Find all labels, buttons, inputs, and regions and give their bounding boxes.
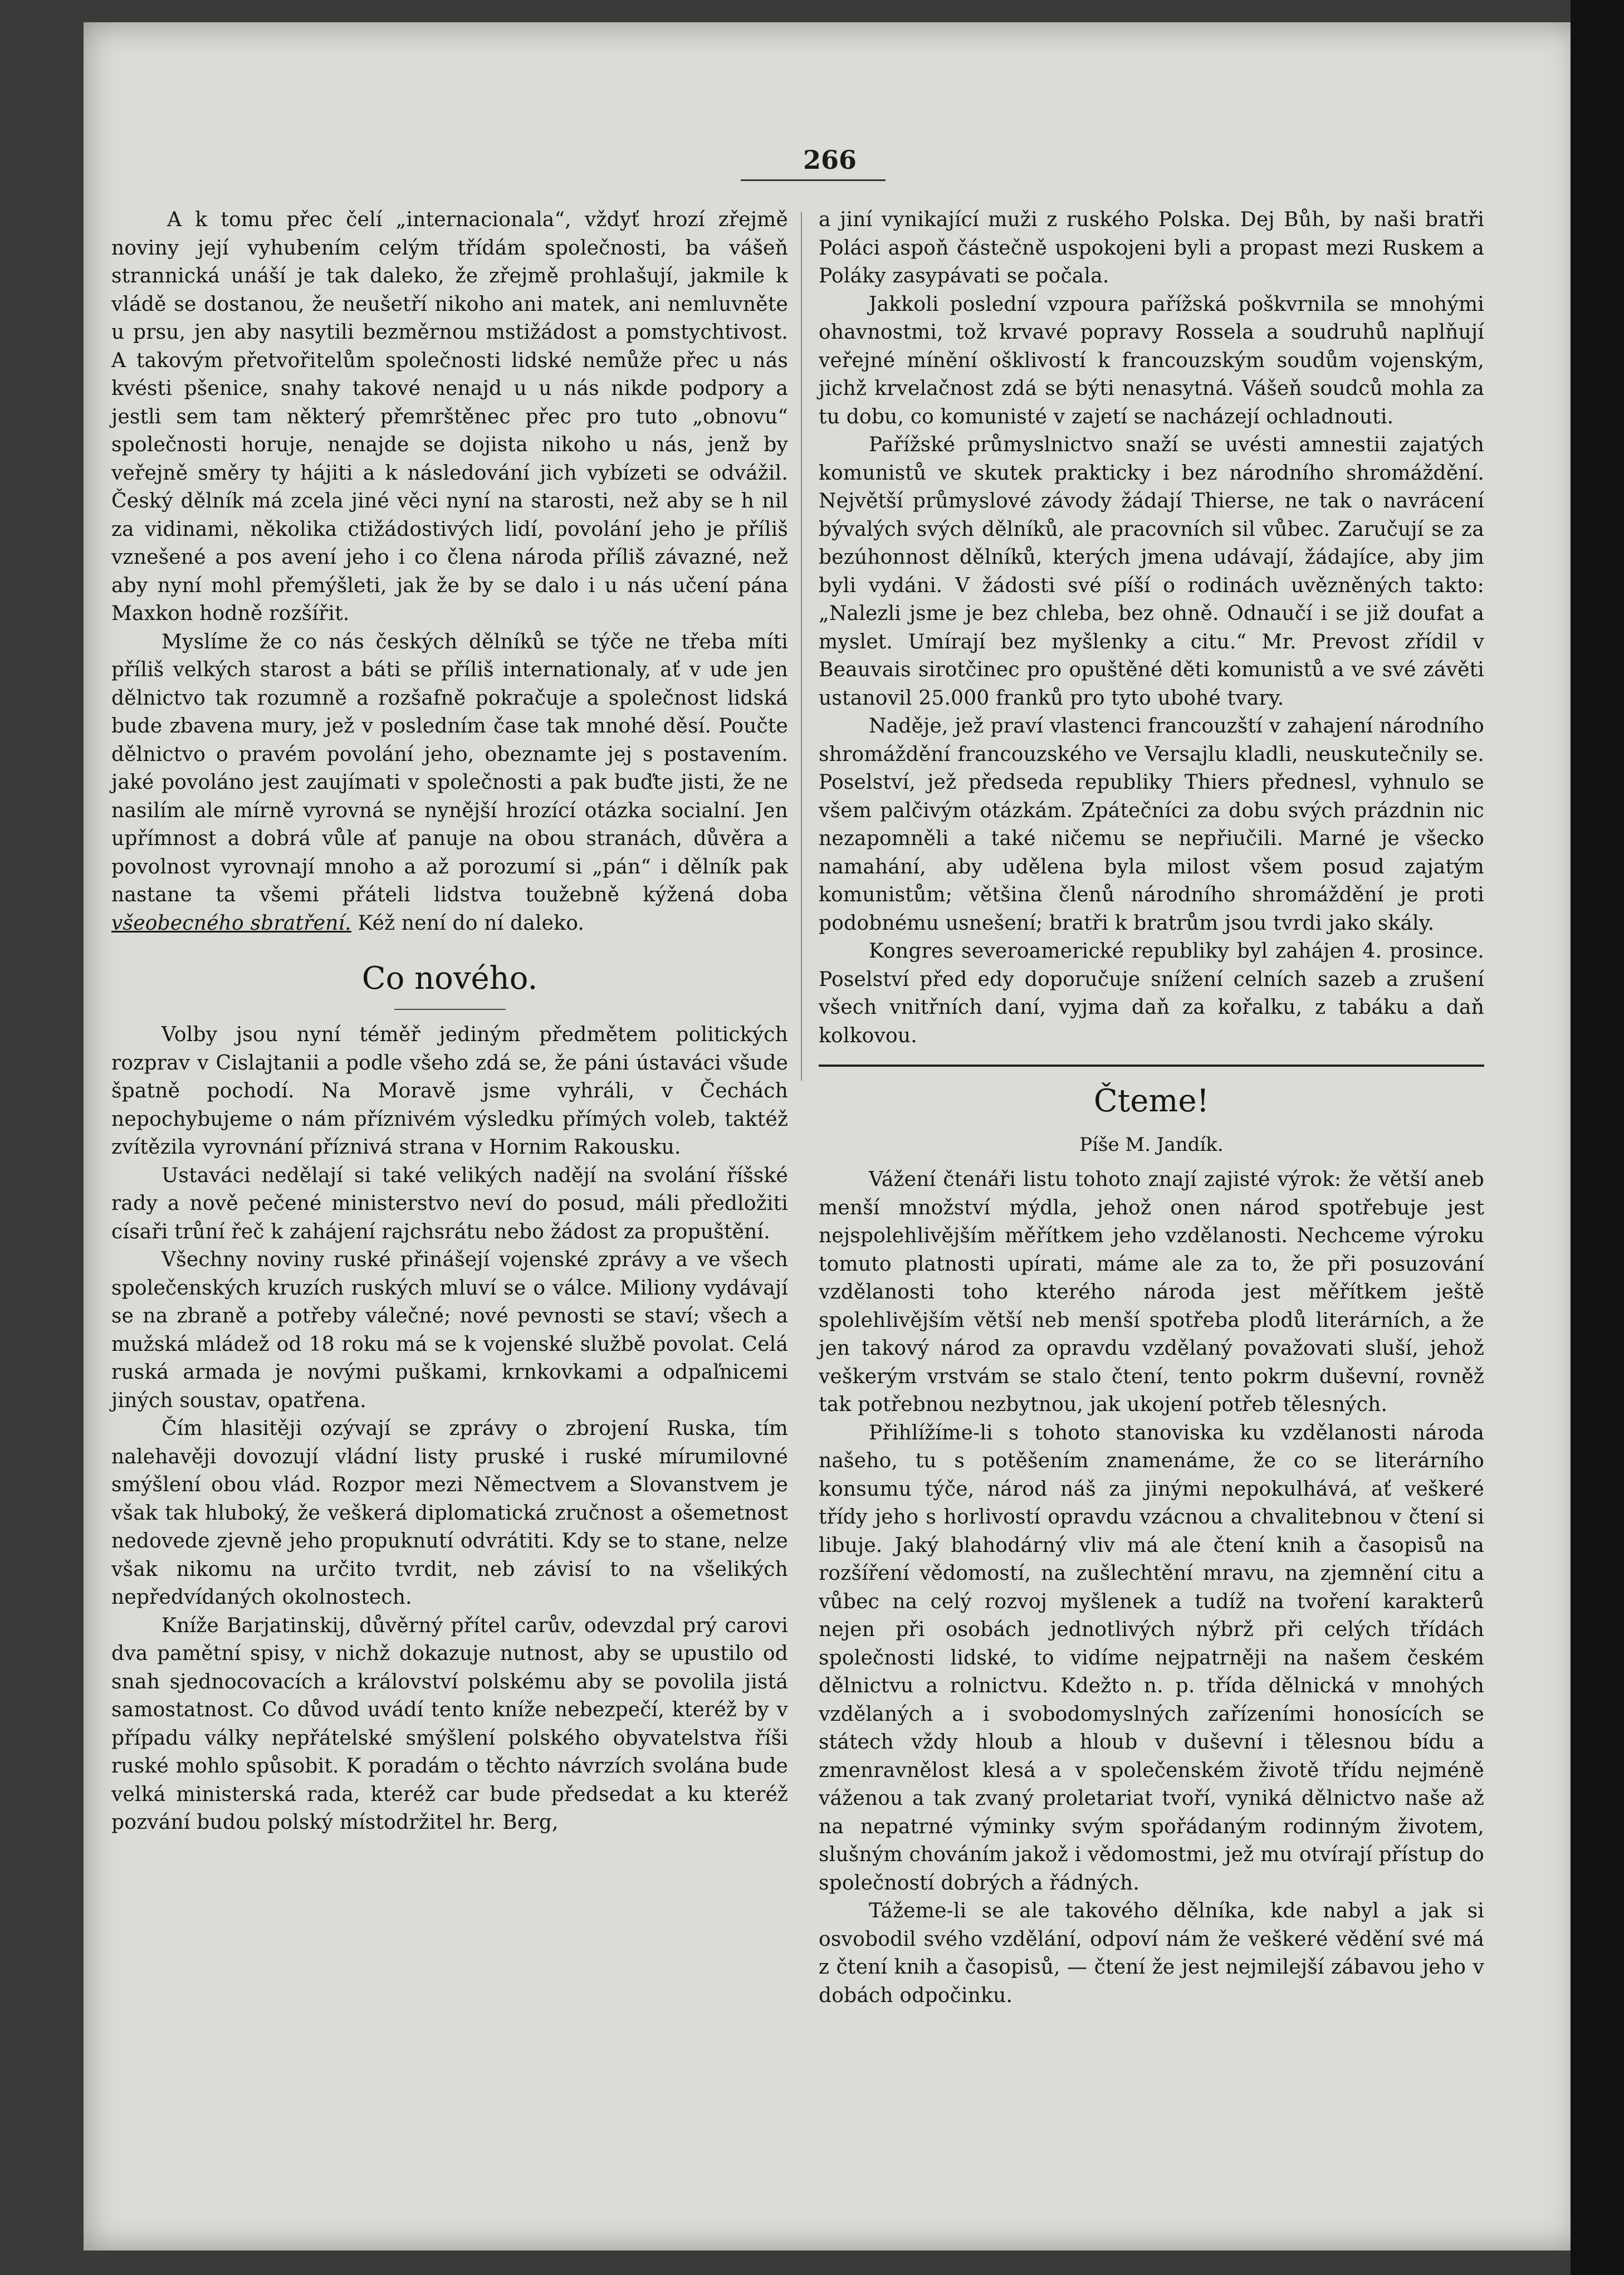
news-paragraph: Jakkoli poslední vzpoura pařížská poškvrnila se mnohými ohavnostmi, tož krvavé popravy Rossela a soudruhů naplňují veřejné mínění ošklivostí k francouzským soudům vojenským, jichž krvelačnost zdá se býti nenasytná. Vášeň soudců mohla za tu dobu, co komunisté v zajetí se nacházejí ochladnouti.	[819, 292, 1484, 428]
page-number: 266	[803, 145, 857, 175]
article-paragraph: Vážení čtenáři listu tohoto znají zajisté výrok: že větší aneb menší množství mýdla, jehož onen národ spotřebuje jest nejspolehlivějším měřítkem jeho vzdělanosti. Nechceme výroku tomuto platnosti upírati, máme ale za to, že při posuzování vzdělanosti toho kterého národa jest měřítkem ještě spolehlivějším větší neb menší spotřeba plodů literárních, a že jen takový národ za opravdu vzdělaný považovati sluší, jehož veškerým vrstvám se stalo čtení, tento pokrm duševní, rovněž tak potřebnou nezbytnou, jak ukojení potřeb tělesných.	[819, 1168, 1484, 1416]
scan-edge-shadow	[1571, 0, 1624, 2275]
column-divider	[801, 212, 802, 1081]
news-paragraph: Naděje, jež praví vlastenci francouzští v zahajení národního shromáždění francouzského ve Versajlu kladli, neuskutečnily se. Poselství, jež předseda republiky Thiers přednesl, vyhnulo se všem palčivým otázkám. Zpátečníci za dobu svých prázdnin nic nezapomněli a také ničemu se nepřiučili. Marné je všecko namahání, aby udělena byla milost všem posud zajatým komunistům; většina členů národního shromáždění je proti podobnému usnešení; bratři k bratrům jsou tvrdi jako skály.	[819, 715, 1484, 935]
left-column	[111, 206, 788, 1837]
article-paragraph-text: Myslíme že co nás českých dělníků se týče ne třeba míti příliš velkých starost a báti se příliš internationaly, ať v ude jen dělnictvo tak rozumně a rozšafně pokračuje a společnost lidská bude zbavena mury, jež v posledním čase tak mnohé děsí. Poučte dělnictvo o pravém povolání jeho, obeznamte jej s postavením. jaké povoláno jest zaujímati v společnosti a pak buďte jisti, že ne nasilím ale mírně vyrovná se nynější hrozící otázka socialní. Jen upřímnost a dobrá vůle ať panuje na obou stranách, důvěra a povolnost vyrovnají mnoho a až porozumí si „pán“ i dělník pak nastane ta všemi přáteli lidstva toužebně kýžená doba	[111, 630, 788, 906]
news-paragraph: Všechny noviny ruské přinášejí vojenské zprávy a ve všech společenských kruzích ruských mluví se o válce. Miliony vydávají se na zbraně a potřeby válečné; nové pevnosti se staví; všech a mužská mládež od 18 roku má se k vojenské službě povolat. Celá ruská armada je novými puškami, krnkovkami a odpaľnicemi jiných soustav, opatřena.	[111, 1248, 788, 1412]
section-title-co-noveho: Co nového.	[361, 960, 538, 997]
section-rule	[394, 1009, 506, 1010]
article-closing-sentence: Kéž není do ní daleko.	[358, 911, 585, 935]
news-paragraph: Čím hlasitěji ozývají se zprávy o zbrojení Ruska, tím nalehavěji dovozují vládní listy pruské i ruské mírumilovné smýšlení obou vlád. Rozpor mezi Němectvem a Slovanstvem je však tak hluboký, že veškerá diplomatická zručnost a ošemetnost nedovede zjevně jeho propuknutí odvrátiti. Kdy se to stane, nelze však nikomu na určito tvrdit, neb závisí to na všelikých nepředvídaných okolnostech.	[111, 1417, 788, 1609]
article-paragraph: Přihlížíme-li s tohoto stanoviska ku vzdělanosti národa našeho, tu s potěšením znamenáme, že co se literárního konsumu týče, národ náš za jinými nepokulhává, ať veškeré třídy jeho s horlivostí opravdu vzácnou a chvalitebnou v čtení si libuje. Jaký blahodárný vliv má ale čtení knih a časopisů na rozšíření vědomostí, na zušlechtění mravu, na zjemnění citu a vůbec na celý rozvoj myšlenek a tudíž na tvoření karakterů nejen při osobách jednotlivých nýbrž při celých třídách společnosti lidské, to vidíme nejpatrněji na našem českém dělnictvu a rolnictvu. Kdežto n. p. třída dělnická v mnohých vzdělaných a i svobodomyslných zařízeními honosících se státech vždy hloub a hloub v duševní i tělesnou bídu a zmenravnělost klesá a v společenském životě třídu nejméně váženou a tak zvaný proletariat tvoří, vyniká dělnictvo naše až na nepatrné výminky svým spořádaným rodinným životem, slušným chováním jakož i vědomostmi, jež mu otvírají přístup do společností dobrých a řádných.	[819, 1421, 1484, 1895]
section-title-cteme: Čteme!	[1093, 1083, 1210, 1119]
news-paragraph: Pařížské průmyslnictvo snaží se uvésti amnestii zajatých komunistů ve skutek prakticky i bez národního shromáždění. Největší průmyslové závody žádají Thierse, ne tak o navrácení bývalých svých dělníků, ale pracovních sil vůbec. Zaručují se za bezúhonnost dělníků, kterých jmena udávají, žádajíce, aby jim byli vydáni. V žádosti své píší o rodinách uvězněných takto: „Nalezli jsme je bez chleba, bez ohně. Odnaučí i se již doufat a myslet. Umírají bez myšlenky a citu.“ Mr. Prevost zřídil v Beauvais sirotčinec pro opuštěné děti komunistů a ve své závěti ustanovil 25.000 franků pro tyto ubohé tvary.	[819, 433, 1484, 710]
article-paragraph: A k tomu přec čelí „internacionala“, vždyť hrozí zřejmě noviny její vyhubením celým třídám společnosti, ba vášeň strannická unáší je tak daleko, že zřejmě prohlašují, jakmile k vládě se dostanou, že neušetří nikoho ani matek, ani nemluvněte u prsu, jen aby nasytili bezměrnou mstižádost a pomstychtivost. A takovým přetvořitelům společnosti lidské nemůže přec u nás kvésti pšenice, snahy takové nenajd u u nás nikde podpory a jestli sem tam některý přemrštěnec přec pro tuto „obnovu“ společnosti horuje, nenajde se dojista nikoho u nás, jenž by veřejně směry ty hájiti a k následování jich vybízeti se odvážil. Český dělník má zcela jiné věci nyní na starosti, než aby se h nil za vidinami, několika ctižádostivých lidí, povolání jeho je příliš vznešené a pos avení jeho i co člena národa příliš závazné, než aby nyní mohl přemýšleti, jak že by se dalo i u nás učení pána Maxkon hodně rozšířit.	[111, 208, 788, 625]
article-paragraph	[111, 628, 788, 938]
italic-phrase: všeobecného sbratření.	[111, 911, 351, 935]
news-paragraph: a jiní vynikající muži z ruského Polska. Dej Bůh, by naši bratři Poláci aspoň částečně uspokojeni byli a propast mezi Ruskem a Poláky zasypávati se počala.	[819, 208, 1484, 287]
page-number-rule	[741, 179, 886, 181]
article-paragraph: Tážeme-li se ale takového dělníka, kde nabyl a jak si osvobodil svého vzdělání, odpoví nám že veškeré vědění své má z čtení knih a časopisů, — čtení že jest nejmilejší zábavou jeho v dobách odpočinku.	[819, 1900, 1484, 2007]
news-paragraph: Kníže Barjatinskij, důvěrný přítel carův, odevzdal prý carovi dva pamětní spisy, v nichž dokazuje nutnost, aby se upustilo od snah sjednocovacích a království polskému aby se povolila jistá samostatnost. Co důvod uvádí tento kníže nebezpečí, kteréž by v případu války nepřátelské smýšlení polského obyvatelstva říši ruské mohlo spůsobit. K poradám o těchto návrzích svolána bude velká ministerská rada, kteréž car bude předsedat a ku kteréž pozvání budou polský místodržitel hr. Berg,	[111, 1614, 788, 1834]
news-paragraph: Kongres severoamerické republiky byl zahájen 4. prosince. Poselství před edy doporučuje snížení celních sazeb a zrušení všech vnitřních daní, vyjma daň za kořalku, z tabáku a daň kolkovou.	[819, 940, 1484, 1047]
section-separator-rule	[819, 1065, 1484, 1067]
right-column	[819, 206, 1484, 2010]
article-byline: Píše M. Jandík.	[1079, 1134, 1224, 1156]
news-paragraph: Ustaváci nedělají si také velikých nadějí na svolání říšské rady a nově pečené ministerstvo neví do posud, máli předložiti císaři trůní řeč k zahájení rajchsrátu nebo žádost za propuštění.	[111, 1164, 788, 1243]
news-paragraph: Volby jsou nyní téměř jediným předmětem politických rozprav v Cislajtanii a podle všeho zdá se, že páni ústaváci všude špatně pochodí. Na Moravě jsme vyhráli, v Čechách nepochybujeme o nám příznivém výsledku přímých voleb, taktéž zvítězila vyrovnání příznivá strana v Hornim Rakousku.	[111, 1023, 788, 1159]
